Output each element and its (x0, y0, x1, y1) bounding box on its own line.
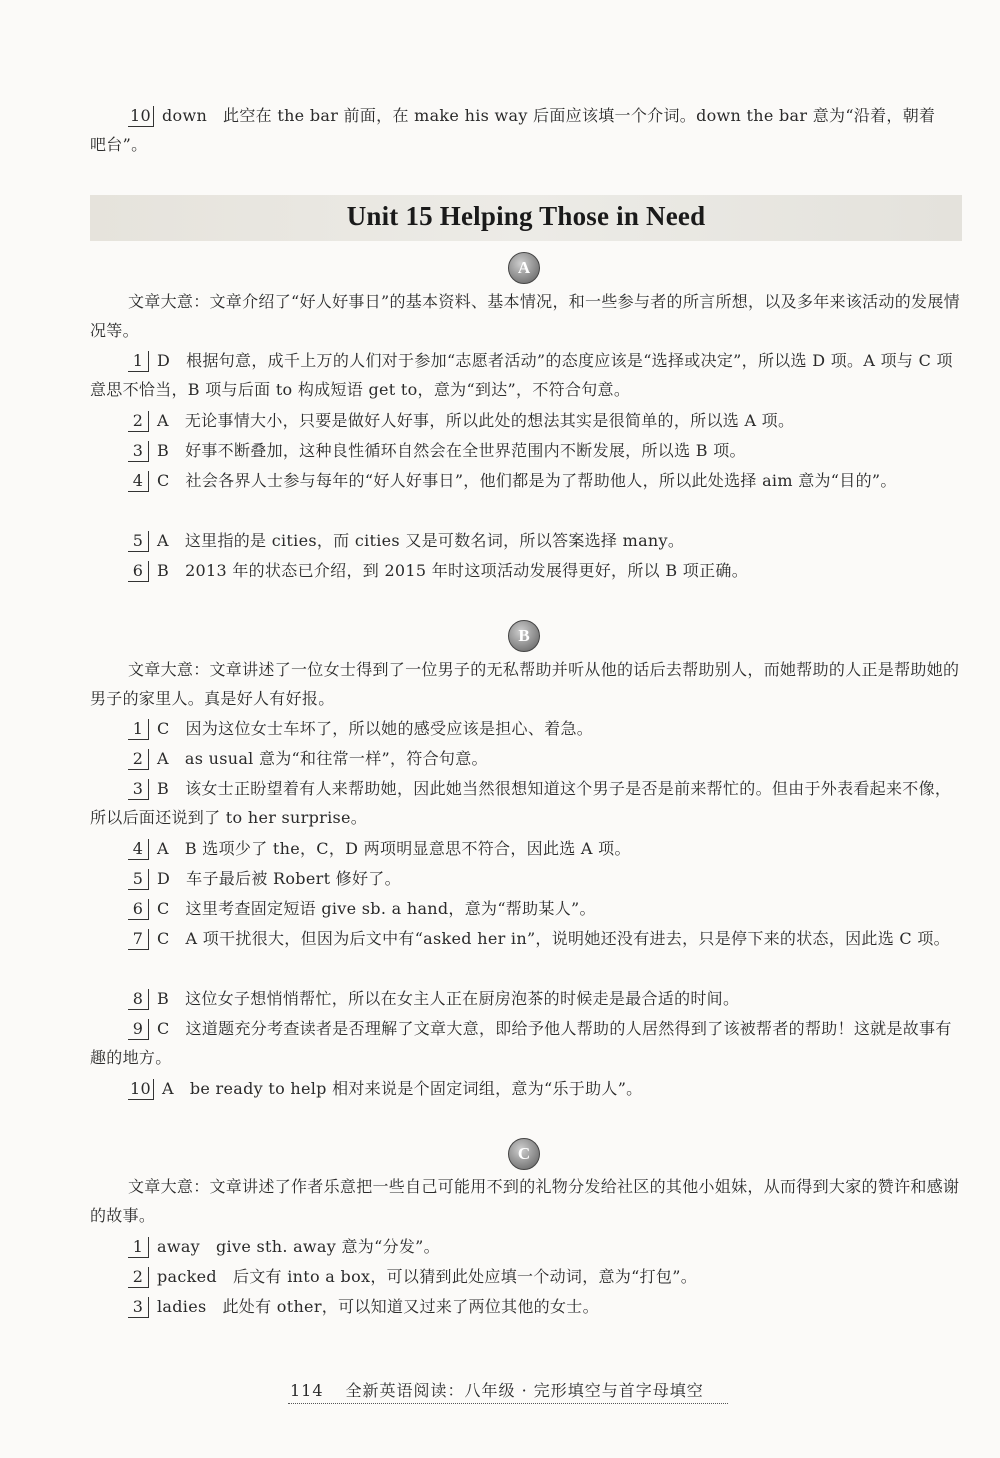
item-explanation-cont: 吧台”。 (90, 135, 148, 154)
list-item (90, 714, 1000, 743)
item-explanation: 根据句意，成千上万的人们对于参加“志愿者活动”的态度应该是“选择或决定”，所以选 D 项。A 项与 C 项意思不恰当，B 项与后面 to 构成短语 get to，意为“到达”，不符合句意。 (90, 351, 953, 399)
list-item (90, 1292, 1000, 1321)
book-title: 全新英语阅读：八年级 · 完形填空与首字母填空 (345, 1381, 704, 1400)
item-number: 10 (128, 1079, 154, 1100)
unit-banner (90, 195, 962, 241)
item-number: 6 (128, 561, 149, 582)
item-answer: B (157, 989, 170, 1008)
item-answer: B (157, 561, 170, 580)
item-number: 3 (128, 779, 149, 800)
section-badge-b: B (508, 620, 540, 652)
item-answer: C (157, 1019, 170, 1038)
item-answer: away (157, 1237, 201, 1256)
item-explanation: A 项干扰很大，但因为后文中有“asked her in”，说明她还没有进去，只是停下来的状态，因此选 C 项。 (185, 929, 950, 948)
item-answer: C (157, 719, 170, 738)
item-number: 2 (128, 749, 149, 770)
item-answer: A (161, 1079, 174, 1098)
footer-divider (288, 1403, 728, 1404)
item-number: 3 (128, 1297, 149, 1318)
item-explanation: 这道题充分考查读者是否理解了文章大意，即给予他人帮助的人居然得到了该被帮者的帮助！这就是故事有趣的地方。 (90, 1019, 952, 1067)
item-explanation: 无论事情大小，只要是做好人好事，所以此处的想法其实是很简单的，所以选 A 项。 (184, 411, 795, 430)
item-explanation: 此处有 other，可以知道又过来了两位其他的女士。 (222, 1297, 599, 1316)
list-item (90, 346, 965, 404)
item-answer: D (157, 351, 171, 370)
list-item (90, 744, 1000, 773)
item-explanation: 此空在 the bar 前面，在 make his way 后面应该填一个介词。down the bar 意为“沿着，朝着 (223, 106, 936, 125)
item-explanation: 这位女子想悄悄帮忙，所以在女主人正在厨房泡茶的时候走是最合适的时间。 (185, 989, 740, 1008)
item-number: 1 (128, 1237, 149, 1258)
list-item (90, 834, 1000, 863)
section-b-summary: 文章大意：文章讲述了一位女士得到了一位男子的无私帮助并听从他的话后去帮助别人，而她帮助的人正是帮助她的男子的家里人。真是好人有好报。 (90, 660, 960, 708)
item-answer: A (157, 531, 169, 550)
item-number: 1 (128, 719, 149, 740)
list-item (90, 556, 1000, 585)
item-explanation: 该女士正盼望着有人来帮助她，因此她当然很想知道这个男子是否是前来帮忙的。但由于外表看起来不像，所以后面还说到了 to her surprise。 (90, 779, 952, 827)
list-item (90, 894, 1000, 923)
item-explanation: give sth. away 意为“分发”。 (216, 1237, 440, 1256)
item-answer: B (157, 779, 170, 798)
list-item (90, 774, 965, 832)
list-item (90, 436, 1000, 465)
item-number: 1 (128, 351, 149, 372)
item-answer: A (157, 411, 169, 430)
item-number: 5 (128, 869, 149, 890)
item-answer: C (157, 471, 170, 490)
item-answer: A (157, 749, 169, 768)
item-answer: A (157, 839, 169, 858)
item-explanation: as usual 意为“和往常一样”，符合句意。 (184, 749, 488, 768)
list-item (90, 864, 1000, 893)
item-number: 4 (128, 471, 149, 492)
item-number: 5 (128, 531, 149, 552)
item-explanation: be ready to help 相对来说是个固定词组，意为“乐于助人”。 (189, 1079, 643, 1098)
item-answer: D (157, 869, 171, 888)
item-explanation: B 选项少了 the，C，D 两项明显意思不符合，因此选 A 项。 (184, 839, 631, 858)
section-badge-c: C (508, 1138, 540, 1170)
section-c-summary: 文章大意：文章讲述了作者乐意把一些自己可能用不到的礼物分发给社区的其他小姐妹，从而得到大家的赞许和感谢的故事。 (90, 1177, 960, 1225)
list-item (90, 526, 1000, 555)
item-explanation: 好事不断叠加，这种良性循环自然会在全世界范围内不断发展，所以选 B 项。 (185, 441, 746, 460)
item-number: 9 (128, 1019, 149, 1040)
item-answer: ladies (157, 1297, 207, 1316)
item-number: 7 (128, 929, 149, 950)
section-a-summary: 文章大意：文章介绍了“好人好事日”的基本资料、基本情况，和一些参与者的所言所想，以及多年来该活动的发展情况等。 (90, 292, 960, 340)
list-item (90, 1232, 1000, 1261)
item-answer: down (161, 106, 208, 125)
item-number: 10 (128, 106, 154, 127)
unit-title: Unit 15 Helping Those in Need (346, 201, 706, 231)
page-footer (290, 1378, 730, 1401)
item-explanation: 社会各界人士参与每年的“好人好事日”，他们都是为了帮助他人，所以此处选择 aim 意为“目的”。 (185, 471, 897, 490)
item-explanation: 车子最后被 Robert 修好了。 (186, 869, 401, 888)
item-answer: packed (157, 1267, 217, 1286)
list-item (90, 924, 965, 953)
page-number: 114 (290, 1381, 324, 1400)
item-number: 6 (128, 899, 149, 920)
item-explanation: 后文有 into a box，可以猜到此处应填一个动词，意为“打包”。 (232, 1267, 697, 1286)
item-explanation: 这里考查固定短语 give sb. a hand，意为“帮助某人”。 (185, 899, 596, 918)
list-item (90, 1014, 965, 1072)
list-item (90, 466, 965, 495)
item-answer: C (157, 899, 170, 918)
item-explanation: 因为这位女士车坏了，所以她的感受应该是担心、着急。 (185, 719, 594, 738)
item-number: 8 (128, 989, 149, 1010)
item-explanation: 这里指的是 cities，而 cities 又是可数名词，所以答案选择 many。 (184, 531, 685, 550)
carryover-item (90, 101, 965, 159)
item-number: 2 (128, 411, 149, 432)
list-item (90, 406, 1000, 435)
item-number: 2 (128, 1267, 149, 1288)
list-item (90, 984, 1000, 1013)
item-number: 3 (128, 441, 149, 462)
list-item (90, 1074, 1000, 1103)
list-item (90, 1262, 1000, 1291)
section-badge-a: A (508, 252, 540, 284)
item-number: 4 (128, 839, 149, 860)
item-answer: C (157, 929, 170, 948)
item-explanation: 2013 年的状态已介绍，到 2015 年时这项活动发展得更好，所以 B 项正确。 (185, 561, 748, 580)
item-answer: B (157, 441, 170, 460)
